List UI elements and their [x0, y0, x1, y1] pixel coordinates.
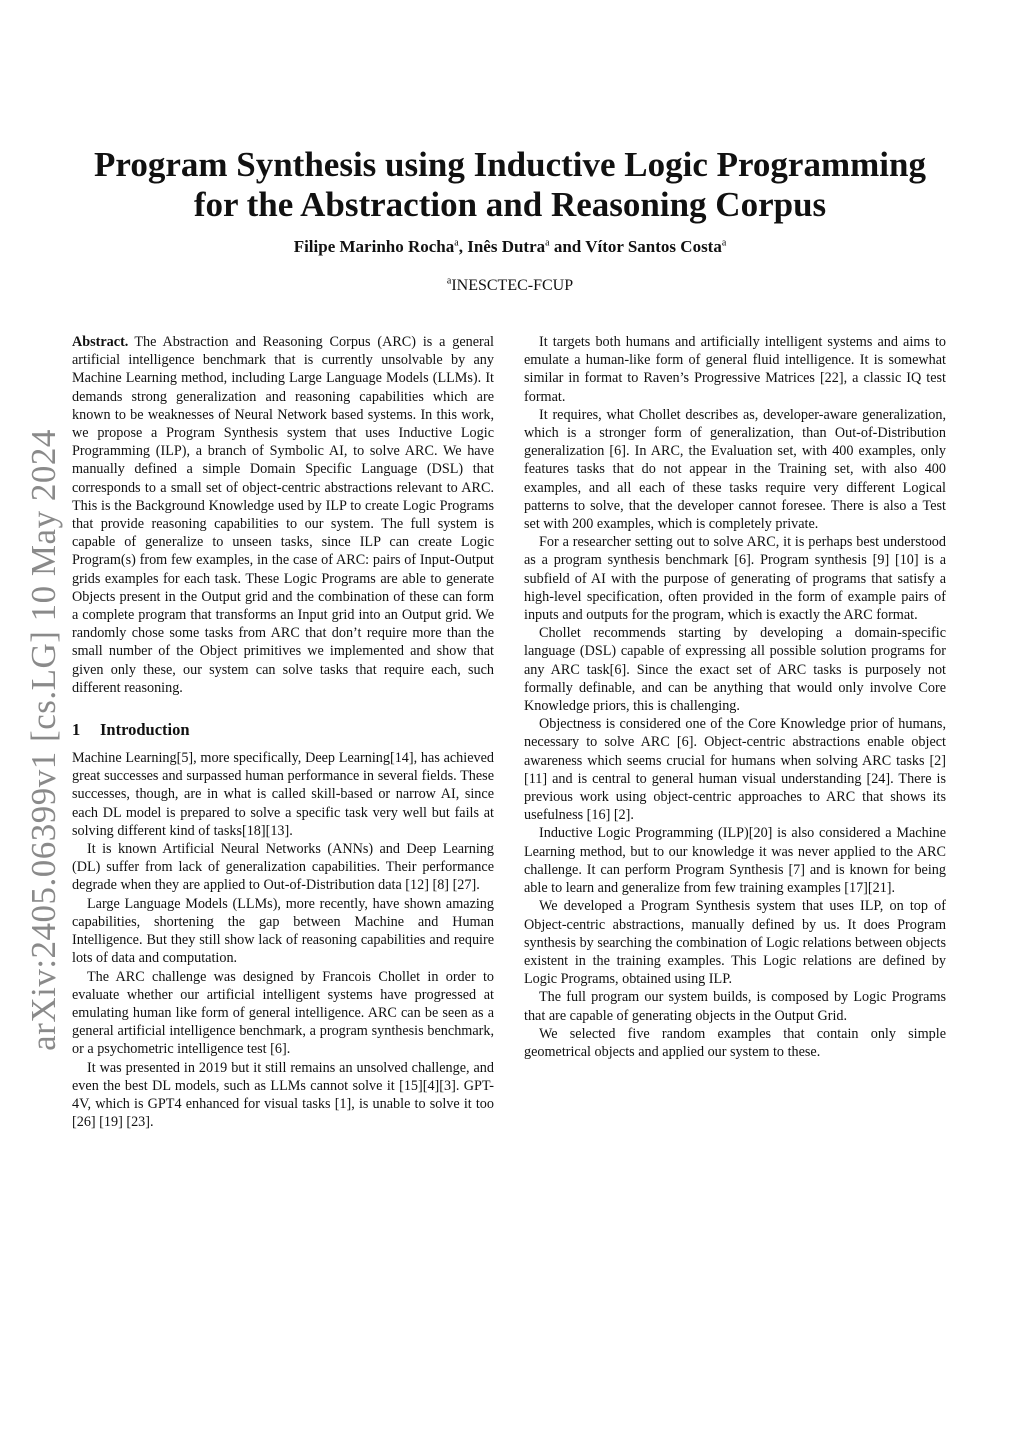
author-name: Vítor Santos Costa — [585, 237, 722, 256]
paragraph: We developed a Program Synthesis system that uses ILP, on top of Object-centric abstractions, manually defined by us. It does Program synthesis by searching the combination of Logic relations between objects existent in the training examples. This Logic relations are defined by Logic Programs, obtained using ILP. — [524, 898, 946, 988]
affiliation-mark: a — [446, 275, 452, 287]
title-line-1: Program Synthesis using Inductive Logic Programming — [94, 145, 926, 184]
arxiv-identifier: arXiv:2405.06399v1 [cs.LG] 10 May 2024 — [24, 429, 63, 1051]
abstract-label: Abstract. — [72, 334, 129, 350]
paragraph: It is known Artificial Neural Networks (ANNs) and Deep Learning (DL) suffer from lack of generalization capabilities. Their performance degrade when they are applied to Out-of-Distribution data [12] [8] [27]. — [72, 841, 494, 894]
paragraph: Objectness is considered one of the Core Knowledge prior of humans, necessary to solve ARC [6]. Object-centric abstractions enable object awareness which seems crucial for humans when solving ARC tasks [2][11] and is central to general human visual understanding [24]. There is previous work using object-centric approaches to ARC that shows its usefulness [16] [2]. — [524, 716, 946, 824]
section-heading — [72, 719, 494, 741]
abstract — [72, 333, 494, 697]
paragraph: The ARC challenge was designed by Francois Chollet in order to evaluate whether our artificial intelligent systems have progressed at emulating human like form of general intelligence. ARC can be seen as a general artificial intelligence benchmark, a program synthesis benchmark, or a psychometric intelligence test [6]. — [72, 968, 494, 1058]
paragraph: We selected five random examples that contain only simple geometrical objects and applied our system to these. — [524, 1025, 946, 1060]
affiliation-name: INESCTEC-FCUP — [451, 277, 574, 294]
paragraph: It requires, what Chollet describes as, developer-aware generalization, which is a stronger form of generalization, than Out-of-Distribution generalization [6]. In ARC, the Evaluation set, with 400 examples, only features tasks that do not appear in the Training set, with also 400 examples, and all each of these tasks require very different Logical patterns to solve, that the developer cannot foresee. There is also a Test set with 200 examples, which is completely private. — [524, 406, 946, 533]
paragraph: Inductive Logic Programming (ILP)[20] is also considered a Machine Learning method, but to our knowledge it was never applied to the ARC challenge. It can perform Program Synthesis [7] and is known for being able to learn and generalize from few training examples [17][21]. — [524, 825, 946, 897]
paragraph: Chollet recommends starting by developing a domain-specific language (DSL) capable of expressing all possible solution programs for any ARC task[6]. Since the exact set of ARC tasks is purposely not formally definable, and can be anything that would only involve Core Knowledge priors, this is challenging. — [524, 625, 946, 715]
paragraph: Large Language Models (LLMs), more recently, have shown amazing capabilities, shortening the gap between Machine and Human Intelligence. But they still show lack of reasoning capabilities and require lots of data and computation. — [72, 895, 494, 967]
author-separator: and — [549, 237, 586, 256]
paper-title — [60, 145, 960, 225]
author-affil-mark: a — [721, 237, 727, 249]
abstract-text: The Abstraction and Reasoning Corpus (ARC) is a general artificial intelligence benchmark that is currently unsolvable by any Machine Learning method, including Large Language Models (LLMs). It demands strong generalization and reasoning capabilities which are known to be weaknesses of Neural Network based systems. In this work, we propose a Program Synthesis system that uses Inductive Logic Programming (ILP), a branch of Symbolic AI, to solve ARC. We have manually defined a simple Domain Specific Language (DSL) that corresponds to a small set of object-centric abstractions relevant to ARC. This is the Background Knowledge used by ILP to create Logic Programs that provide reasoning capabilities to our system. The full system is capable of generalize to unseen tasks, since ILP can create Logic Program(s) from few examples, in the case of ARC: pairs of Input-Output grids examples for each task. These Logic Programs are able to generate Objects present in the Output grid and the combination of these can form a complete program that transforms an Input grid into an Output grid. We randomly chose some tasks from ARC that don’t require more than the small number of the Object primitives we implemented and show that given only these, our system can solve tasks that require each, such different reasoning. — [72, 334, 494, 696]
title-line-2: for the Abstraction and Reasoning Corpus — [193, 185, 827, 224]
author-affil-mark: a — [454, 237, 459, 249]
author-name: Filipe Marinho Rocha — [293, 237, 455, 256]
section-number: 1 — [72, 720, 81, 740]
right-column — [524, 333, 946, 1061]
left-column — [72, 333, 494, 1131]
author-separator: , — [458, 237, 468, 256]
section-title: Introduction — [100, 720, 190, 740]
affiliation — [60, 276, 960, 296]
author-name: Inês Dutra — [467, 237, 546, 256]
paragraph: It targets both humans and artificially intelligent systems and aims to emulate a human-like form of general fluid intelligence. It is somewhat similar in format to Raven’s Progressive Matrices [22], a classic IQ test format. — [524, 334, 946, 405]
author-affil-mark: a — [545, 237, 550, 249]
author-list — [60, 236, 960, 258]
paragraph: The full program our system builds, is composed by Logic Programs that are capable of generating objects in the Output Grid. — [524, 989, 946, 1024]
paragraph: Machine Learning[5], more specifically, Deep Learning[14], has achieved great successes and surpassed human performance in several fields. These successes, though, are in what is called skill-based or narrow AI, since each DL model is prepared to solve a specific task very well but fails at solving different kind of tasks[18][13]. — [72, 750, 494, 839]
paragraph: It was presented in 2019 but it still remains an unsolved challenge, and even the best DL models, such as LLMs cannot solve it [15][4][3]. GPT-4V, which is GPT4 enhanced for visual tasks [1], is unable to solve it too [26] [19] [23]. — [72, 1059, 494, 1131]
paragraph: For a researcher setting out to solve ARC, it is perhaps best understood as a program synthesis benchmark [6]. Program synthesis [9] [10] is a subfield of AI with the purpose of generating of programs that satisfy a high-level specification, often provided in the form of example pairs of inputs and outputs for the program, which is exactly the ARC format. — [524, 534, 946, 624]
